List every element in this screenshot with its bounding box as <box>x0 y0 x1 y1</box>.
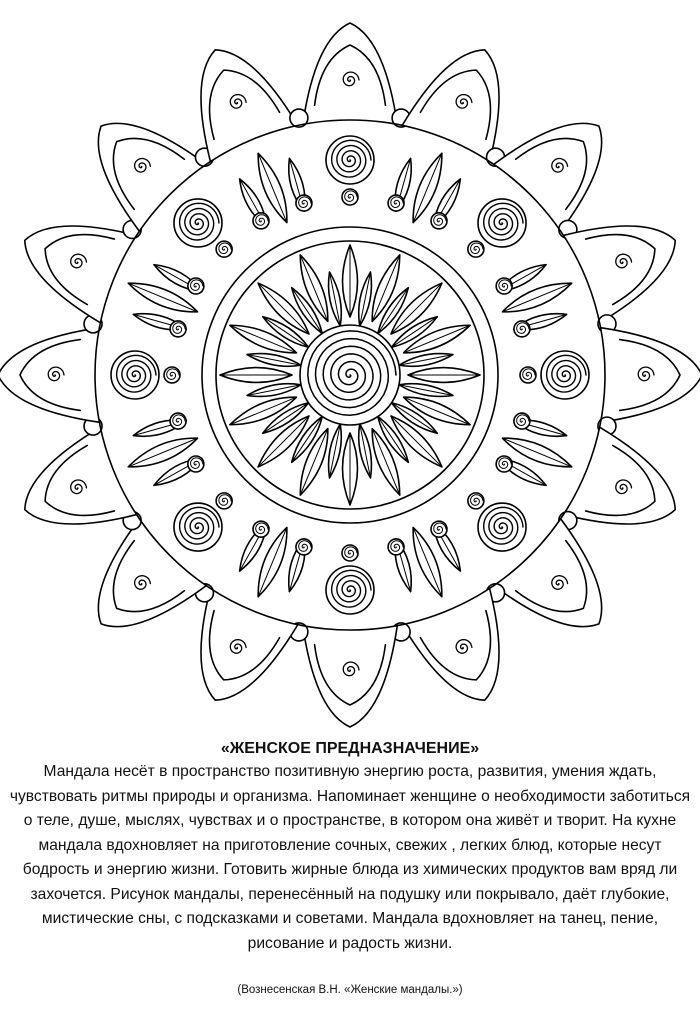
outer-petal <box>563 427 675 524</box>
outer-petal <box>402 588 499 700</box>
outer-petal <box>303 626 398 727</box>
outer-petal <box>201 588 298 700</box>
outer-petal <box>303 23 398 124</box>
outer-petal <box>563 226 675 323</box>
outer-petal <box>201 50 298 162</box>
page-title: «ЖЕНСКОЕ ПРЕДНАЗНАЧЕНИЕ» <box>220 740 480 757</box>
description-paragraph: Мандала несёт в пространство позитивную энергию роста, развития, умения ждать, чувствовать ритмы природы и организма. Напоминает женщине о необходимости заботиться о теле, душе, мыслях, чувствах и о пространстве, в котором она живёт и творит. На кухне мандала вдохновляет на приготовление сочных, свежих , легких блюд, которые несут бодрость и энергию жизни. Готовить жирные блюда из химических продуктов вам вряд ли захочется. Рисунок мандалы, перенесённый на подушку или покрывало, даёт глубокие, мистические сны, с подсказками и советами. Мандала вдохновляет на танец, пение, рисование и радость жизни. <box>9 763 691 952</box>
outer-petal <box>0 328 99 423</box>
source-citation: (Вознесенская В.Н. «Женские мандалы.») <box>237 984 463 996</box>
outer-petal <box>25 427 137 524</box>
outer-petal <box>601 328 700 423</box>
outer-petal <box>402 50 499 162</box>
outer-petal <box>25 226 137 323</box>
mandala-drawing <box>0 23 700 727</box>
text-block <box>8 738 692 956</box>
